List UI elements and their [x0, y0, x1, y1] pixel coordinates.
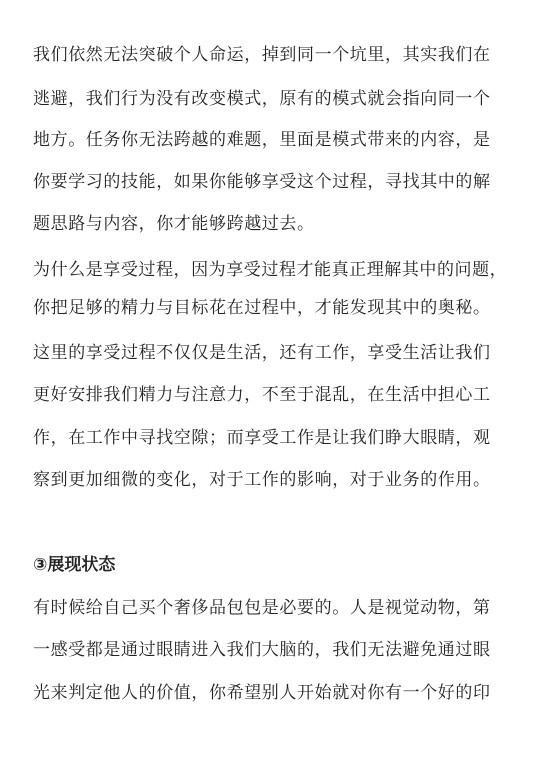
paragraph-3-line-3: 作，在工作中寻找空隙；而享受工作是让我们睁大眼睛，观: [33, 428, 491, 448]
paragraph-2-line-2: 你把足够的精力与目标花在过程中，才能发现其中的奥秘。: [33, 298, 491, 318]
paragraph-3-line-4: 察到更加细微的变化，对于工作的影响，对于业务的作用。: [33, 470, 491, 490]
paragraph-1-line-2: 逃避，我们行为没有改变模式，原有的模式就会指向同一个: [33, 89, 491, 109]
paragraph-1-line-4: 你要学习的技能，如果你能够享受这个过程，寻找其中的解: [33, 172, 491, 192]
paragraph-1-line-3: 地方。任务你无法跨越的难题，里面是模式带来的内容，是: [33, 130, 491, 150]
paragraph-3-line-1: 这里的享受过程不仅仅是生活，还有工作，享受生活让我们: [33, 343, 491, 363]
paragraph-1-line-5: 题思路与内容，你才能够跨越过去。: [33, 214, 315, 234]
section-paragraph-line-3: 光来判定他人的价值，你希望别人开始就对你有一个好的印: [33, 683, 491, 703]
paragraph-2-line-1: 为什么是享受过程，因为享受过程才能真正理解其中的问题，: [33, 260, 508, 280]
paragraph-3-line-2: 更好安排我们精力与注意力，不至于混乱，在生活中担心工: [33, 385, 491, 405]
paragraph-1-line-1: 我们依然无法突破个人命运，掉到同一个坑里，其实我们在: [33, 45, 491, 65]
section-paragraph-line-2: 一感受都是通过眼睛进入我们大脑的，我们无法避免通过眼: [33, 640, 491, 660]
section-heading: ③展现状态: [33, 555, 116, 575]
section-paragraph-line-1: 有时候给自己买个奢侈品包包是必要的。人是视觉动物，第: [33, 598, 491, 618]
